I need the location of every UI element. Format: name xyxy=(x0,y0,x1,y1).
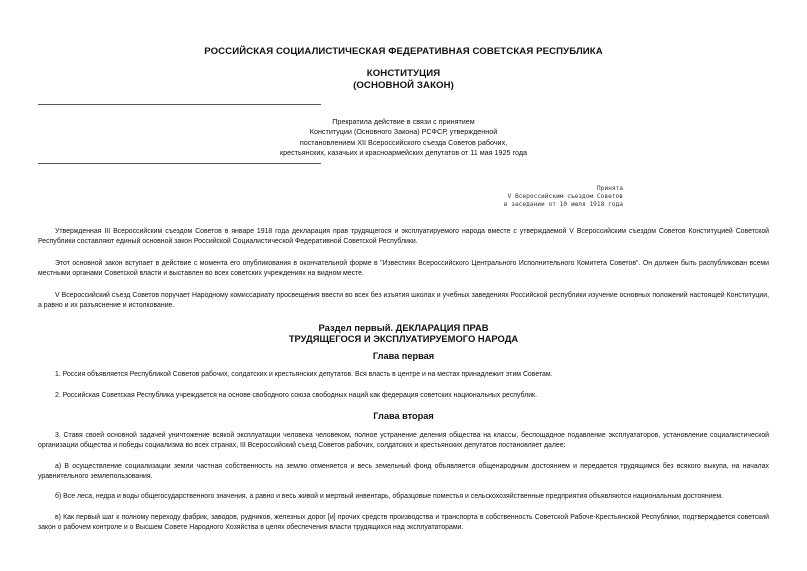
adoption-line: V Всероссийским съездом Советов xyxy=(507,193,623,200)
article-item: в) Как первый шаг к полному переходу фабрик, заводов, рудников, железных дорог [и] прочих средств производства и транспорта в собственность Советской Рабоче-Крестьянской Республики, подтверждается советский закон о рабочем контроле и о Высшем Совете Народного Хозяйства в целях обеспечения власти трудящихся над эксплуататорами. xyxy=(38,514,769,532)
status-note-line: постановлением XII Всероссийского съезда Советов рабочих, xyxy=(299,137,508,147)
article-item: б) Все леса, недра и воды общегосударственного значения, а равно и весь живой и мертвый инвентарь, образцовые поместья и сельскохозяйственные предприятия объявляются национальным достоянием. xyxy=(55,493,724,500)
chapter-title: Глава первая xyxy=(372,351,435,361)
adoption-note xyxy=(440,185,623,209)
republic-heading: РОССИЙСКАЯ СОЦИАЛИСТИЧЕСКАЯ ФЕДЕРАТИВНАЯ СОВЕТСКАЯ РЕСПУБЛИКА xyxy=(204,46,603,57)
preamble-paragraph: Утвержденная III Всероссийским съездом Советов в январе 1918 года декларация прав трудящегося и эксплуатируемого народа вместе с утверждаемой V Всероссийским съездом Советов Конституцией Советской Республики составляют единый основной закон Российской Социалистической Федеративной Советской Республики. xyxy=(38,228,769,246)
section-title xyxy=(0,322,807,344)
chapter-title: Глава вторая xyxy=(373,411,434,421)
preamble-paragraph: Этот основной закон вступает в действие с момента его опубликования в окончательной форме в "Известиях Всероссийского Центрального Исполнительного Комитета Советов". Он должен быть распубликован всеми местными органами Советской власти и выставлен во всех советских учреждениях на видном месте. xyxy=(38,260,769,278)
section-title-line: Раздел первый. ДЕКЛАРАЦИЯ ПРАВ xyxy=(318,322,489,333)
adoption-line: Принята xyxy=(596,185,623,192)
status-note xyxy=(0,117,807,159)
article: 1. Россия объявляется Республикой Советов рабочих, солдатских и крестьянских депутатов. Вся власть в центре и на местах принадлежит этим Советам. xyxy=(55,371,553,378)
divider-top xyxy=(38,104,321,105)
document-subtitle: (ОСНОВНОЙ ЗАКОН) xyxy=(353,80,454,91)
status-note-line: Конституции (Основного Закона) РСФСР, утвержденной xyxy=(309,127,498,137)
section-title-line: ТРУДЯЩЕГОСЯ И ЭКСПЛУАТИРУЕМОГО НАРОДА xyxy=(288,333,519,344)
adoption-line: в заседании от 10 июля 1918 года xyxy=(503,201,623,208)
article: 3. Ставя своей основной задачей уничтожение всякой эксплуатации человека человеком, полное устранение деления общества на классы, беспощадное подавление эксплуататоров, установление социалистической организации общества и победы социализма во всех странах, III Всероссийский съезд Советов рабочих, солдатских и крестьянских депутатов постановляет далее: xyxy=(38,432,769,450)
preamble-paragraph: V Всероссийский съезд Советов поручает Народному комиссариату просвещения ввести во всех без изъятия школах и учебных заведениях Российской республики изучение основных положений настоящей Конституции, а равно и их разъяснение и истолкование. xyxy=(38,292,769,310)
status-note-line: крестьянских, казачьих и красноармейских депутатов от 11 мая 1925 года xyxy=(279,148,528,158)
article: 2. Российская Советская Республика учреждается на основе свободного союза свободных наций как федерация советских национальных республик. xyxy=(55,392,537,399)
article-item: а) В осуществление социализации земли частная собственность на землю отменяется и весь земельный фонд объявляется общенародным достоянием и передается трудящимся без всякого выкупа, на началах уравнительного землепользования. xyxy=(38,463,769,481)
document-title: КОНСТИТУЦИЯ xyxy=(366,68,441,79)
divider-bottom xyxy=(38,163,321,164)
status-note-line: Прекратила действие в связи с принятием xyxy=(332,117,475,126)
